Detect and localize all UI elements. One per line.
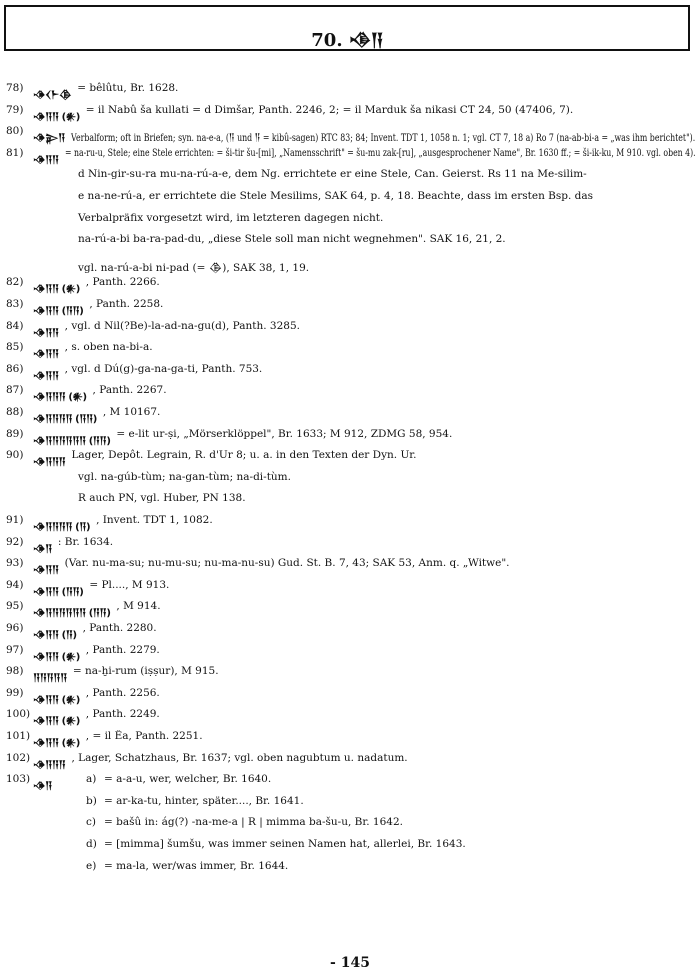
cuneiform-sign: 𒈾𒀀𒀀 (𒀭) xyxy=(33,651,80,663)
entry-text: , s. oben na-bi-a. xyxy=(64,341,153,354)
cuneiform-sign: 𒈾𒀀 xyxy=(33,781,52,793)
entry-line xyxy=(0,82,700,104)
entry-number: 100) xyxy=(6,708,31,721)
entry-text: Lager, Depôt. Legrain, R. d'Ur 8; u. a. in den Texten der Dyn. Ur. xyxy=(71,449,417,462)
entry-number: 96) xyxy=(6,622,24,634)
entry-line xyxy=(0,860,700,882)
entry-line xyxy=(0,514,700,536)
entry-continuation: R auch PN, vgl. Huber, PN 138. xyxy=(78,492,246,505)
entry-line xyxy=(0,384,700,406)
entry-text: , Invent. TDT 1, 1082. xyxy=(96,514,213,526)
entry-line xyxy=(0,730,700,752)
entry-number: 99) xyxy=(6,686,24,699)
entry-continuation: vgl. na-gúb-tùm; na-gan-tùm; na-di-tùm. xyxy=(78,470,291,483)
cuneiform-sign: 𒈾𒀀𒀀 xyxy=(33,327,59,339)
entry-number: 84) xyxy=(6,319,24,332)
entry-number: 79) xyxy=(6,103,24,116)
cuneiform-sign: 𒈾𒀀𒀀 xyxy=(33,565,59,577)
entry-line xyxy=(0,644,700,666)
entry-number: 103) xyxy=(6,773,31,786)
header-box xyxy=(4,5,690,51)
cuneiform-sign: 𒈾𒀀𒀀 (𒀭) xyxy=(33,716,80,728)
cuneiform-sign: 𒈾𒀀𒀀 (𒀭) xyxy=(33,694,80,706)
cuneiform-sign: 𒈾𒀀𒀀 (𒀀𒀀) xyxy=(33,586,84,598)
entry-number: 88) xyxy=(6,406,24,418)
cuneiform-sign: 𒈾𒀀𒀀 (𒀭) xyxy=(33,284,80,296)
entry-text: , Panth. 2266. xyxy=(85,276,160,289)
entry-text: , = il Êa, Panth. 2251. xyxy=(85,730,203,742)
entry-line xyxy=(0,406,700,428)
entry-line xyxy=(0,708,700,730)
entry-text: , M 914. xyxy=(116,600,161,613)
entry-line xyxy=(0,838,700,860)
entry-number: 101) xyxy=(6,730,31,742)
subentry-text: = bašû in: ág(?) -na-me-a | R | mimma ba-šu-u, Br. 1642. xyxy=(104,816,403,829)
entry-line xyxy=(0,795,700,817)
entry-line xyxy=(0,320,700,342)
entry-line xyxy=(0,276,700,298)
entry-text: , Panth. 2279. xyxy=(85,643,160,656)
entry-text: = bêlûtu, Br. 1628. xyxy=(77,82,179,94)
entry-number: 81) xyxy=(6,146,24,159)
entry-text: , Panth. 2256. xyxy=(85,686,160,699)
entry-text: , vgl. d Dú(g)-ga-na-ga-ti, Panth. 753. xyxy=(64,362,263,375)
entry-line xyxy=(0,233,700,255)
entry-number: 98) xyxy=(6,665,24,678)
entry-number: 102) xyxy=(6,751,31,764)
entry-text: , Panth. 2267. xyxy=(92,384,167,397)
entry-text: : Br. 1634. xyxy=(57,535,114,548)
entry-line xyxy=(0,363,700,385)
entry-number: 97) xyxy=(6,643,24,656)
entry-text: (Var. nu-ma-su; nu-mu-su; nu-ma-nu-su) Gud. St. B. 7, 43; SAK 53, Anm. q. „Witwe". xyxy=(64,557,510,570)
subentry-text: = [mimma] šumšu, was immer seinen Namen hat, allerlei, Br. 1643. xyxy=(104,838,466,850)
entry-line xyxy=(0,536,700,558)
cuneiform-sign: 𒈾𒀀𒀀𒀀𒀀 (𒀀) xyxy=(33,522,91,533)
entry-number: 94) xyxy=(6,578,24,591)
entry-line xyxy=(0,752,700,774)
entry-number: 86) xyxy=(6,362,24,375)
entry-line xyxy=(0,341,700,363)
cuneiform-sign: 𒈾𒀀𒀀𒀀 xyxy=(33,457,66,469)
entry-line xyxy=(0,471,700,493)
entry-number: 91) xyxy=(6,514,24,526)
entry-line xyxy=(0,579,700,601)
entry-line xyxy=(0,298,700,320)
cuneiform-sign: 𒈾𒀀𒀀 xyxy=(33,154,59,166)
entry-line xyxy=(0,190,700,212)
entry-line xyxy=(0,773,700,795)
entry-text: , Panth. 2258. xyxy=(89,298,164,310)
cuneiform-sign: 𒈾𒀀𒀀𒀀𒀀𒀀𒀀 (𒀀𒀀) xyxy=(33,608,111,620)
entry-line xyxy=(0,212,700,234)
page-number: - 145 xyxy=(330,955,370,971)
entry-number: 80) xyxy=(6,125,24,138)
entry-number: 87) xyxy=(6,384,24,397)
entry-number: 89) xyxy=(6,427,24,440)
entry-text: = na-ḫi-rum (iṣṣur), M 915. xyxy=(72,665,219,678)
cuneiform-sign: 𒈾𒌋𒈨𒆠 xyxy=(33,90,72,101)
entry-continuation: Verbalpräfix vorgesetzt wird, im letzteren dagegen nicht. xyxy=(78,211,384,224)
entry-continuation: vgl. na-rú-a-bi ni-pad (= 𒆠), SAK 38, 1, 19. xyxy=(78,261,310,274)
subentry-letter: e) xyxy=(86,859,97,872)
entry-line xyxy=(0,665,700,687)
entry-number: 82) xyxy=(6,276,24,289)
entry-line xyxy=(0,449,700,471)
cuneiform-sign: 𒈾𒉌𒀀 xyxy=(33,133,65,145)
cuneiform-sign: 𒈾𒀀𒀀𒀀𒀀𒀀𒀀 (𒀀𒀀) xyxy=(33,435,111,447)
entry-number: 93) xyxy=(6,557,24,570)
cuneiform-sign: 𒈾𒀀𒀀 (𒀀𒀀) xyxy=(33,306,84,317)
entry-text: , Panth. 2249. xyxy=(85,708,160,721)
entry-number: 78) xyxy=(6,82,24,94)
entry-number: 90) xyxy=(6,449,24,462)
entry-continuation: na-rú-a-bi ba-ra-pad-du, „diese Stele soll man nicht wegnehmen". SAK 16, 21, 2. xyxy=(78,233,506,246)
subentry-text: = ma-la, wer/was immer, Br. 1644. xyxy=(104,859,289,872)
cuneiform-sign: 𒈾𒀀𒀀 (𒀀) xyxy=(33,630,77,641)
entry-line xyxy=(0,428,700,450)
entry-continuation: e na-ne-rú-a, er errichtete die Stele Mesilims, SAK 64, p. 4, 18. Beachte, dass im ersten Bsp. das xyxy=(78,190,594,202)
entry-number: 70. xyxy=(311,30,343,51)
entry-text: = na-ru-u, Stele; eine Stele errichten: = ši-tir šu-[mi], „Namensschrift" = šu-mu zak-[ru], „ausgesprochener Name", Br. 1630 ff.; = ši-ik-ku, M 910. vgl. oben 4). xyxy=(64,146,696,159)
cuneiform-sign: 𒈾𒀀𒀀 (𒀭) xyxy=(33,111,80,123)
entry-number: 83) xyxy=(6,298,24,310)
entry-line xyxy=(0,168,700,190)
entry-text: = il Nabû ša kullati = d Dimšar, Panth. 2246, 2; = il Marduk ša nikasi CT 24, 50 (47406, 7). xyxy=(85,103,574,116)
page-title xyxy=(6,18,688,59)
entry-line xyxy=(0,687,700,709)
entry-line xyxy=(0,816,700,838)
subentry-text: = a-a-u, wer, welcher, Br. 1640. xyxy=(104,773,272,786)
entry-line xyxy=(0,147,700,169)
cuneiform-sign: 𒈾𒀀 xyxy=(33,543,52,555)
entry-line xyxy=(0,600,700,622)
cuneiform-sign: 𒈾𒀀𒀀 xyxy=(33,349,59,361)
entry-text: , Panth. 2280. xyxy=(82,622,157,634)
subentry-letter: d) xyxy=(86,838,97,850)
cuneiform-sign: 𒈾𒀀𒀀𒀀 (𒀭) xyxy=(33,392,87,404)
cuneiform-sign-header: 𒈾𒀀 xyxy=(348,30,383,51)
entry-line xyxy=(0,125,700,147)
cuneiform-sign: 𒀀𒀀𒀀𒀀𒀀 xyxy=(33,673,67,685)
entry-text: = Pl...., M 913. xyxy=(89,578,170,591)
entry-text: Verbalform; oft in Briefen; syn. na-e-a, (𒀀 und 𒀀 = kibû-sagen) RTC 83; 84; Invent. TDT 1, 1058 n. 1; vgl. CT 7, 18 a) Ro 7 (na-ab-bi-a = „was ihm berichtet"). xyxy=(70,132,696,145)
cuneiform-sign: 𒈾𒀀𒀀𒀀 xyxy=(33,759,66,771)
entry-number: 85) xyxy=(6,341,24,354)
entry-line xyxy=(0,255,700,277)
subentry-text: = ar-ka-tu, hinter, später...., Br. 1641. xyxy=(104,794,304,807)
entry-text: , M 10167. xyxy=(102,406,161,418)
entry-number: 95) xyxy=(6,600,24,613)
entry-line xyxy=(0,492,700,514)
cuneiform-sign: 𒈾𒀀𒀀 xyxy=(33,370,59,382)
entry-text: , Lager, Schatzhaus, Br. 1637; vgl. oben nagubtum u. nadatum. xyxy=(71,751,408,764)
subentry-letter: a) xyxy=(86,773,97,786)
entry-line xyxy=(0,622,700,644)
cuneiform-sign: 𒈾𒀀𒀀𒀀𒀀 (𒀀𒀀) xyxy=(33,414,97,425)
entry-number: 92) xyxy=(6,535,24,548)
entry-text: = e-lit ur-ṣi, „Mörserklöppel", Br. 1633; M 912, ZDMG 58, 954. xyxy=(116,427,453,440)
entry-line xyxy=(0,557,700,579)
subentry-letter: c) xyxy=(86,816,96,829)
subentry-letter: b) xyxy=(86,794,97,807)
entry-continuation: d Nin-gir-su-ra mu-na-rú-a-e, dem Ng. errichtete er eine Stele, Can. Geierst. Rs 11 na Me-silim- xyxy=(78,168,587,181)
entry-text: , vgl. d Nil(?Be)-la-ad-na-gu(d), Panth. 3285. xyxy=(64,319,300,332)
entry-line xyxy=(0,104,700,126)
cuneiform-sign: 𒈾𒀀𒀀 (𒀭) xyxy=(33,738,80,749)
